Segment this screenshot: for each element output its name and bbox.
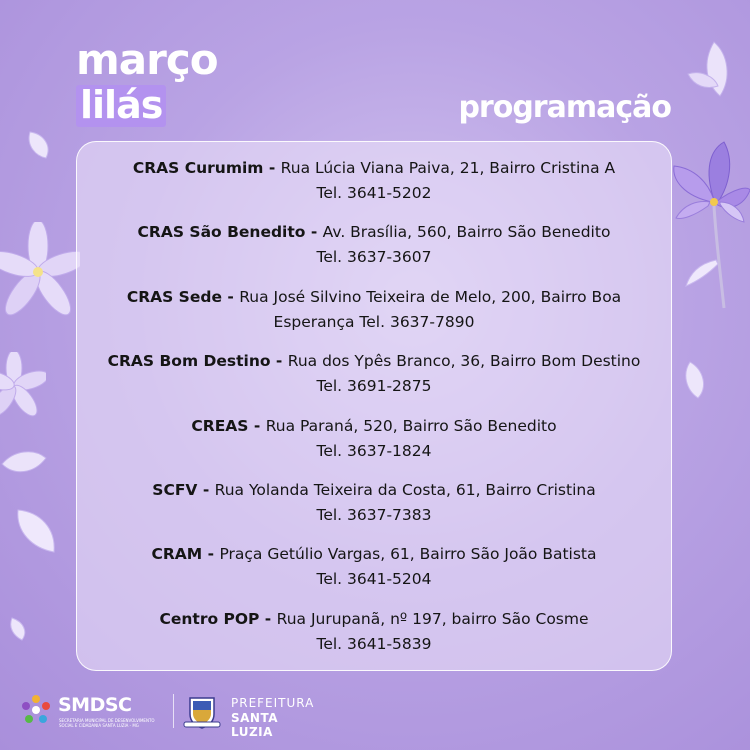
- smdsc-label: SMDSC: [58, 694, 132, 716]
- municipal-crest-icon: [182, 692, 222, 730]
- list-item: [77, 607, 671, 671]
- footer-divider: [173, 694, 174, 728]
- title-marco: março: [76, 35, 218, 84]
- list-item: [77, 285, 671, 349]
- unit-name: CREAS -: [191, 416, 266, 435]
- unit-name: CRAM -: [151, 545, 220, 564]
- unit-phone: Tel. 3691-2875: [316, 377, 432, 396]
- unit-phone: Tel. 3641-5204: [316, 570, 432, 589]
- unit-address: Rua dos Ypês Branco, 36, Bairro Bom Destino: [287, 352, 641, 371]
- unit-phone: Tel. 3641-5202: [316, 184, 432, 202]
- prefeitura-label: PREFEITURA: [231, 696, 315, 710]
- list-item: [77, 414, 671, 478]
- unit-address: Praça Getúlio Vargas, 61, Bairro São João Batista: [219, 545, 597, 564]
- title-lilas-highlight: [76, 85, 166, 127]
- petal-icon: [680, 360, 708, 400]
- list-item: [77, 542, 671, 606]
- unit-address: Rua Paraná, 520, Bairro São Benedito: [265, 416, 557, 435]
- unit-address: Rua Lúcia Viana Paiva, 21, Bairro Cristina A: [280, 159, 616, 177]
- unit-name: SCFV -: [152, 480, 215, 499]
- unit-address: Rua Jurupanã, nº 197, bairro São Cosme: [276, 609, 589, 628]
- smdsc-subtitle: SECRETARIA MUNICIPAL DE DESENVOLVIMENTO SOCIAL E CIDADANIA SANTA LUZIA - MG: [59, 718, 155, 728]
- unit-phone: Tel. 3637-7383: [316, 505, 432, 524]
- title-lilas: lilás: [80, 83, 163, 127]
- flower-icon: [0, 352, 46, 422]
- section-title: programação: [458, 90, 671, 125]
- petal-icon: [0, 440, 48, 484]
- unit-name: CRAS Sede -: [126, 287, 240, 306]
- petal-icon: [684, 40, 734, 100]
- petal-icon: [6, 616, 28, 642]
- campaign-title: [76, 35, 218, 127]
- unit-address: Av. Brasília, 560, Bairro São Benedito: [322, 223, 611, 242]
- unit-name: CRAS Bom Destino -: [107, 352, 288, 371]
- footer-logos: [18, 688, 318, 739]
- unit-phone: Tel. 3641-5839: [316, 634, 432, 653]
- list-item: [77, 220, 671, 284]
- unit-name: CRAS Curumim -: [132, 159, 281, 177]
- list-item: [77, 156, 671, 220]
- address-card: [76, 141, 672, 671]
- petal-icon: [26, 130, 52, 160]
- flower-icon: [664, 140, 750, 310]
- address-list: [77, 156, 671, 671]
- flower-icon: [0, 222, 80, 332]
- unit-phone: Esperança Tel. 3637-7890: [273, 312, 475, 331]
- unit-address: Rua José Silvino Teixeira de Melo, 200, Bairro Boa: [239, 287, 622, 306]
- list-item: [77, 478, 671, 542]
- unit-address: Rua Yolanda Teixeira da Costa, 61, Bairro Cristina: [214, 480, 596, 499]
- unit-phone: Tel. 3637-3607: [316, 248, 432, 267]
- petal-icon: [10, 506, 60, 556]
- list-item: [77, 349, 671, 413]
- unit-phone: Tel. 3637-1824: [316, 441, 432, 460]
- smdsc-logo-icon: [18, 692, 54, 728]
- unit-name: CRAS São Benedito -: [137, 223, 323, 242]
- unit-name: Centro POP -: [159, 609, 277, 628]
- city-label: SANTA LUZIA: [231, 711, 279, 739]
